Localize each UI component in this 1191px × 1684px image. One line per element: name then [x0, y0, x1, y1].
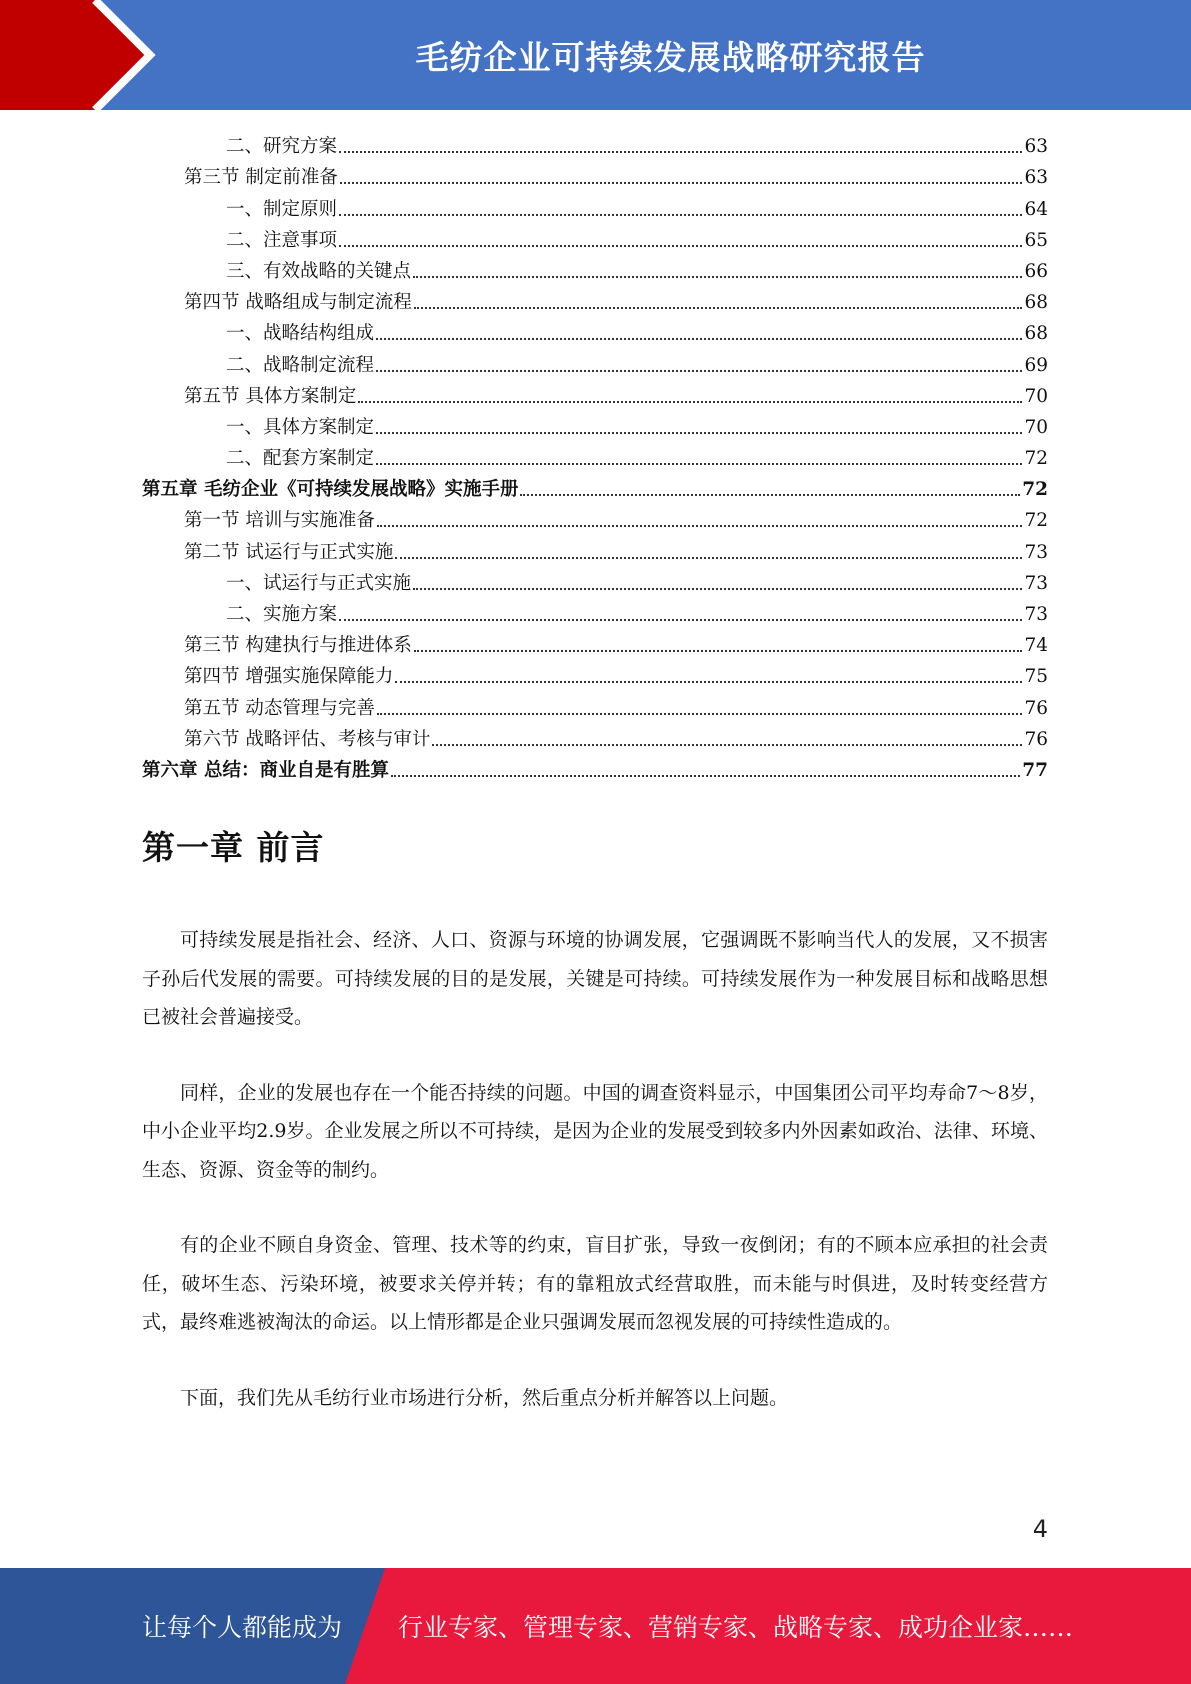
toc-entry-page: 73 [1024, 572, 1048, 594]
toc-leader-dots [395, 681, 1022, 683]
chapter-body [142, 921, 1048, 1417]
toc-entry-page: 76 [1024, 697, 1048, 719]
toc-entry-label: 第五节 具体方案制定 [184, 385, 357, 407]
toc-entry[interactable] [142, 688, 1048, 719]
toc-entry-page: 66 [1024, 260, 1048, 282]
toc-entry[interactable] [142, 751, 1048, 782]
toc-entry-label: 一、战略结构组成 [226, 323, 375, 345]
toc-entry[interactable] [142, 345, 1048, 376]
toc-leader-dots [377, 713, 1023, 715]
toc-entry-page: 77 [1022, 759, 1048, 781]
toc-entry-page: 68 [1024, 292, 1048, 314]
toc-entry-label: 二、注意事项 [226, 229, 338, 251]
toc-entry-label: 第三节 制定前准备 [184, 167, 338, 189]
toc-entry-label: 第六章 总结：商业自是有胜算 [142, 759, 389, 781]
toc-entry-label: 二、实施方案 [226, 604, 338, 625]
paragraph-2: 同样，企业的发展也存在一个能否持续的问题。中国的调查资料显示，中国集团公司平均寿命7～8岁，中小企业平均2.9岁。企业发展之所以不可持续，是因为企业的发展受到较多内外因素如政治、法律、环境、生态、资源、资金等的制约。 [142, 1081, 1048, 1181]
toc-entry-page: 73 [1024, 604, 1048, 625]
paragraph-3: 有的企业不顾自身资金、管理、技术等的约束，盲目扩张，导致一夜倒闭；有的不顾本应承担的社会责任，破坏生态、污染环境，被要求关停并转；有的靠粗放式经营取胜，而未能与时俱进，及时转变经营方式，最终难逃被淘汰的命运。以上情形都是企业只强调发展而忽视发展的可持续性造成的。 [142, 1234, 1048, 1333]
toc-entry-label: 第二节 试运行与正式实施 [184, 541, 394, 563]
toc-entry-page: 69 [1024, 354, 1048, 376]
paragraph-1: 可持续发展是指社会、经济、人口、资源与环境的协调发展，它强调既不影响当代人的发展，又不损害子孙后代发展的需要。可持续发展的目的是发展，关键是可持续。可持续发展作为一种发展目标和战略思想已被社会普遍接受。 [142, 929, 1048, 1028]
toc-entry[interactable] [142, 127, 1048, 158]
toc-entry[interactable] [142, 595, 1048, 626]
toc-entry[interactable] [142, 657, 1048, 688]
toc-leader-dots [358, 401, 1022, 403]
toc-entry-page: 75 [1024, 666, 1048, 688]
toc-leader-dots [376, 432, 1022, 434]
toc-entry[interactable] [142, 470, 1048, 501]
toc-entry-label: 一、具体方案制定 [226, 416, 375, 438]
toc-entry-page: 73 [1024, 541, 1048, 563]
page-footer [0, 1568, 1191, 1684]
toc-entry[interactable] [142, 221, 1048, 252]
toc-entry-label: 二、战略制定流程 [226, 354, 375, 376]
toc-entry-page: 72 [1024, 448, 1048, 470]
toc-entry[interactable] [142, 189, 1048, 220]
toc-entry-page: 76 [1024, 728, 1048, 750]
toc-leader-dots [339, 619, 1022, 621]
page-header [0, 0, 1191, 110]
toc-leader-dots [414, 307, 1023, 309]
toc-leader-dots [339, 151, 1022, 153]
toc-entry[interactable] [142, 720, 1048, 751]
toc-entry[interactable] [142, 408, 1048, 439]
toc-entry[interactable] [142, 501, 1048, 532]
table-of-contents [142, 127, 1048, 782]
footer-slogan-left: 让每个人都能成为 [142, 1613, 343, 1642]
toc-leader-dots [376, 338, 1022, 340]
toc-entry-label: 第一节 培训与实施准备 [184, 510, 375, 532]
toc-entry-label: 二、配套方案制定 [226, 448, 375, 470]
toc-entry-page: 74 [1024, 635, 1048, 657]
toc-entry-page: 70 [1024, 416, 1048, 438]
toc-entry-page: 64 [1024, 198, 1048, 220]
toc-leader-dots [376, 370, 1022, 372]
toc-entry[interactable] [142, 626, 1048, 657]
toc-entry[interactable] [142, 564, 1048, 595]
page-number: 4 [1032, 1515, 1048, 1543]
toc-entry-label: 第五章 毛纺企业《可持续发展战略》实施手册 [142, 479, 519, 501]
toc-entry-page: 63 [1024, 167, 1048, 189]
toc-entry[interactable] [142, 377, 1048, 408]
toc-entry-label: 第五节 动态管理与完善 [184, 697, 375, 719]
toc-entry-label: 一、试运行与正式实施 [226, 572, 412, 594]
toc-entry-page: 63 [1024, 136, 1048, 158]
toc-leader-dots [377, 525, 1023, 527]
toc-entry[interactable] [142, 158, 1048, 189]
toc-entry[interactable] [142, 439, 1048, 470]
toc-entry-page: 70 [1024, 385, 1048, 407]
toc-entry-page: 72 [1022, 479, 1048, 501]
report-title: 毛纺企业可持续发展战略研究报告 [415, 37, 926, 77]
toc-leader-dots [339, 214, 1022, 216]
chapter-title: 第一章 前言 [142, 828, 325, 867]
toc-entry-page: 68 [1024, 323, 1048, 345]
footer-slogan-right: 行业专家、管理专家、营销专家、战略专家、成功企业家…… [398, 1613, 1074, 1642]
toc-entry-label: 一、制定原则 [226, 198, 338, 220]
toc-leader-dots [413, 276, 1022, 278]
toc-leader-dots [339, 245, 1022, 247]
toc-entry-page: 72 [1024, 510, 1048, 532]
toc-entry[interactable] [142, 532, 1048, 563]
toc-leader-dots [432, 744, 1022, 746]
toc-entry-label: 第四节 战略组成与制定流程 [184, 292, 412, 314]
toc-leader-dots [395, 557, 1022, 559]
toc-entry-label: 二、研究方案 [226, 136, 338, 158]
toc-entry-label: 三、有效战略的关键点 [226, 260, 412, 282]
toc-entry[interactable] [142, 314, 1048, 345]
toc-entry-label: 第三节 构建执行与推进体系 [184, 635, 412, 657]
toc-entry-label: 第四节 增强实施保障能力 [184, 666, 394, 688]
toc-leader-dots [391, 775, 1020, 777]
toc-entry-label: 第六节 战略评估、考核与审计 [184, 728, 431, 750]
toc-entry[interactable] [142, 283, 1048, 314]
toc-leader-dots [376, 463, 1022, 465]
toc-leader-dots [413, 588, 1022, 590]
toc-leader-dots [340, 182, 1023, 184]
toc-leader-dots [414, 650, 1023, 652]
toc-entry-page: 65 [1024, 229, 1048, 251]
toc-leader-dots [520, 494, 1020, 496]
paragraph-4: 下面，我们先从毛纺行业市场进行分析，然后重点分析并解答以上问题。 [180, 1386, 789, 1409]
toc-entry[interactable] [142, 252, 1048, 283]
